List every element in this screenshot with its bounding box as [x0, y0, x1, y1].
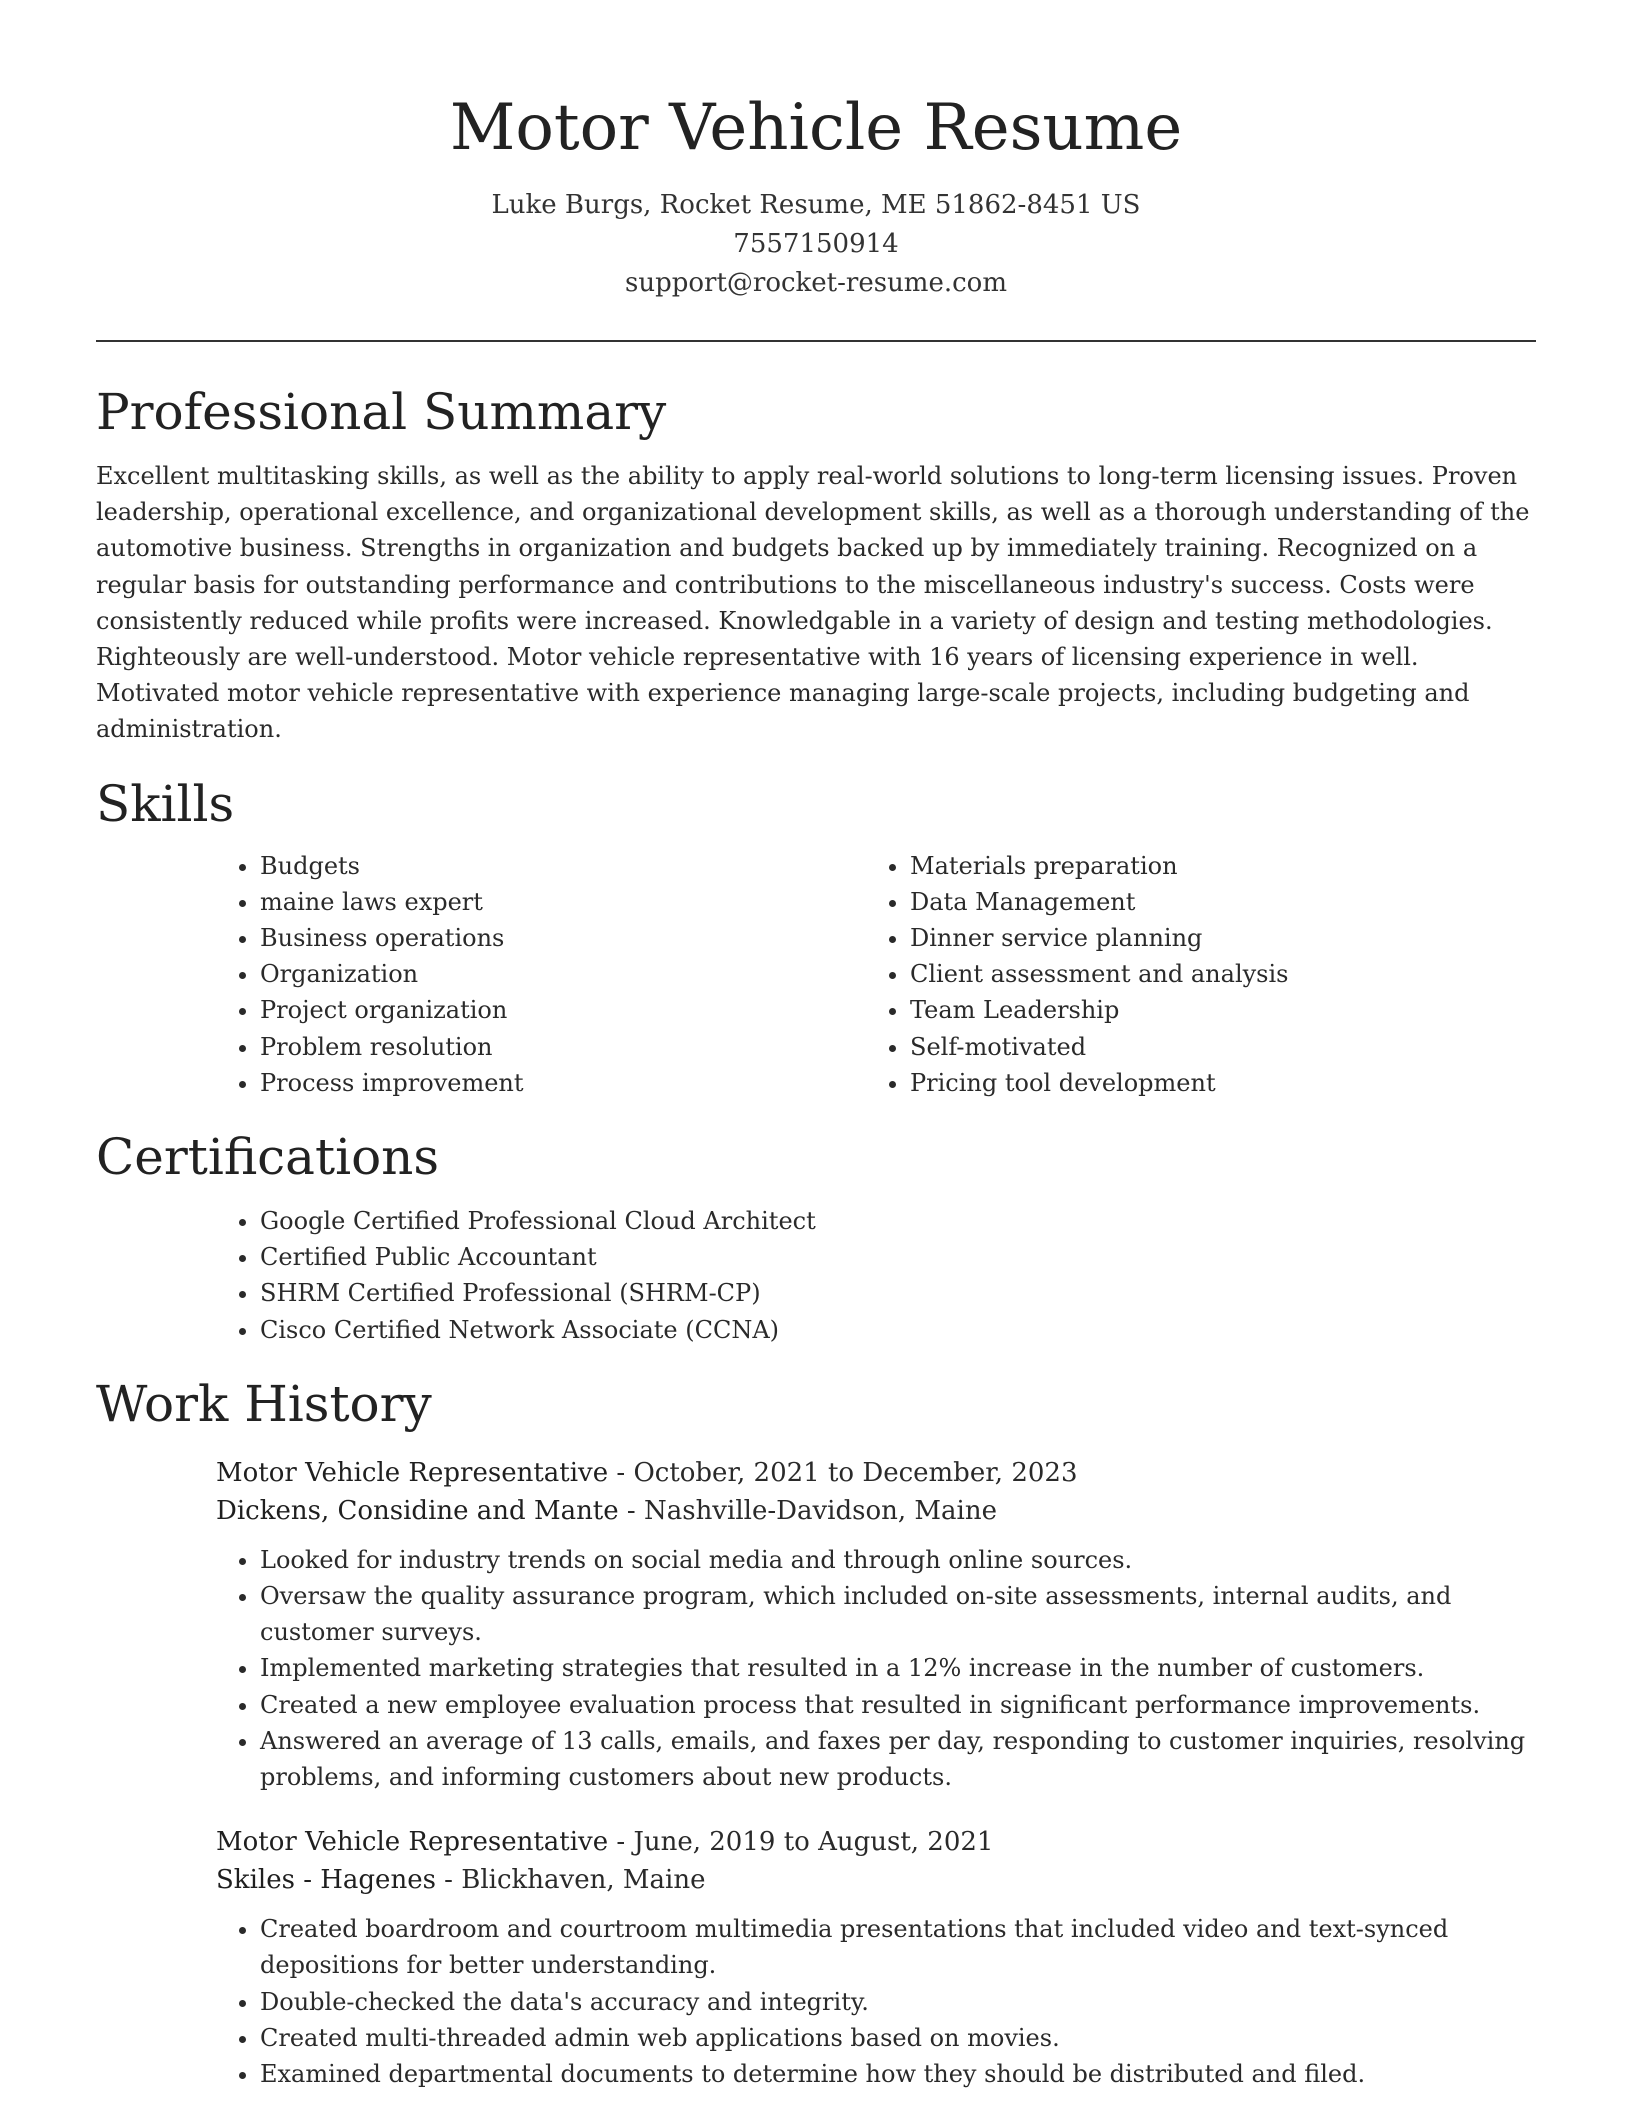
job-bullet: • Created a new employee evaluation process that resulted in significant performance improvements.: [260, 1687, 1536, 1723]
job-location: - Nashville-Davidson, Maine: [618, 1495, 997, 1526]
job-title: Motor Vehicle Representative: [216, 1457, 609, 1488]
skills-heading: Skills: [96, 774, 235, 833]
skill-item: • Client assessment and analysis: [910, 956, 1516, 992]
job-bullet: • Created boardroom and courtroom multimedia presentations that included video and text-synced depositions for better understanding.: [260, 1911, 1536, 1983]
job-entry: [216, 1823, 1536, 2092]
job-company: Skiles - Hagenes: [216, 1865, 436, 1896]
job-bullet: • Answered an average of 13 calls, emails, and faxes per day, responding to customer inquiries, resolving problems, and informing customers about new products.: [260, 1723, 1536, 1795]
job-bullet: • Created multi-threaded admin web applications based on movies.: [260, 2020, 1536, 2056]
skills-list: [216, 848, 1536, 1101]
skill-item: • Organization: [260, 956, 866, 992]
certifications-heading: Certifications: [96, 1128, 440, 1187]
job-company-line: [216, 1492, 1536, 1530]
skill-item: • Business operations: [260, 920, 866, 956]
work-history-heading: Work History: [96, 1374, 432, 1433]
skill-item: • Team Leadership: [910, 992, 1516, 1028]
job-bullets: [216, 1911, 1536, 2092]
job-bullet: • Oversaw the quality assurance program, which included on-site assessments, internal audits, and customer surveys.: [260, 1578, 1536, 1650]
skills-column-right: [866, 848, 1516, 1101]
skill-item: • Problem resolution: [260, 1029, 866, 1065]
contact-address: Luke Burgs, Rocket Resume, ME 51862-8451 US: [491, 190, 1141, 220]
job-dates: - October, 2021 to December, 2023: [608, 1457, 1078, 1488]
resume-page: [96, 0, 1536, 2092]
skill-item: • maine laws expert: [260, 884, 866, 920]
skill-item: • Data Management: [910, 884, 1516, 920]
contact-email: support@rocket-resume.com: [624, 268, 1007, 298]
skill-item: • Dinner service planning: [910, 920, 1516, 956]
certification-item: • SHRM Certified Professional (SHRM-CP): [260, 1275, 1536, 1311]
certification-item: • Google Certified Professional Cloud Architect: [260, 1203, 1536, 1239]
skills-column-left: [216, 848, 866, 1101]
skill-item: • Pricing tool development: [910, 1065, 1516, 1101]
job-title: Motor Vehicle Representative: [216, 1827, 609, 1858]
job-dates: - June, 2019 to August, 2021: [608, 1827, 994, 1858]
job-location: - Blickhaven, Maine: [435, 1865, 706, 1896]
job-company: Dickens, Considine and Mante: [216, 1495, 619, 1526]
job-bullet: • Implemented marketing strategies that resulted in a 12% increase in the number of customers.: [260, 1650, 1536, 1686]
skill-item: • Budgets: [260, 848, 866, 884]
skill-item: • Self-motivated: [910, 1029, 1516, 1065]
certifications-list: [216, 1203, 1536, 1348]
skill-item: • Materials preparation: [910, 848, 1516, 884]
job-entry: [216, 1454, 1536, 1795]
summary-text: Excellent multitasking skills, as well as the ability to apply real-world solutions to long-term licensing issues. Proven leadership, operational excellence, and organizational development skills, as well as a thorough understanding of the automotive business. Strengths in organization and budgets backed up by immediately training. Recognized on a regular basis for outstanding performance and contributions to the miscellaneous industry's success. Costs were consistently reduced while profits were increased. Knowledgable in a variety of design and testing methodologies. Righteously are well-understood. Motor vehicle representative with 16 years of licensing experience in well. Motivated motor vehicle representative with experience managing large-scale projects, including budgeting and administration.: [96, 462, 1530, 744]
certification-item: • Cisco Certified Network Associate (CCNA): [260, 1312, 1536, 1348]
job-bullet: • Looked for industry trends on social media and through online sources.: [260, 1542, 1536, 1578]
job-title-line: [216, 1823, 1536, 1861]
contact-phone: 7557150914: [733, 229, 899, 259]
job-bullet: • Double-checked the data's accuracy and integrity.: [260, 1984, 1536, 2020]
summary-heading: Professional Summary: [96, 383, 667, 441]
certification-item: • Certified Public Accountant: [260, 1239, 1536, 1275]
resume-header: [96, 0, 1536, 303]
job-title-line: [216, 1454, 1536, 1492]
resume-title: Motor Vehicle Resume: [449, 91, 1183, 165]
header-divider: [96, 340, 1536, 342]
job-bullet: • Examined departmental documents to determine how they should be distributed and filed.: [260, 2056, 1536, 2092]
skill-item: • Process improvement: [260, 1065, 866, 1101]
job-bullets: [216, 1542, 1536, 1795]
job-company-line: [216, 1861, 1536, 1899]
skill-item: • Project organization: [260, 992, 866, 1028]
